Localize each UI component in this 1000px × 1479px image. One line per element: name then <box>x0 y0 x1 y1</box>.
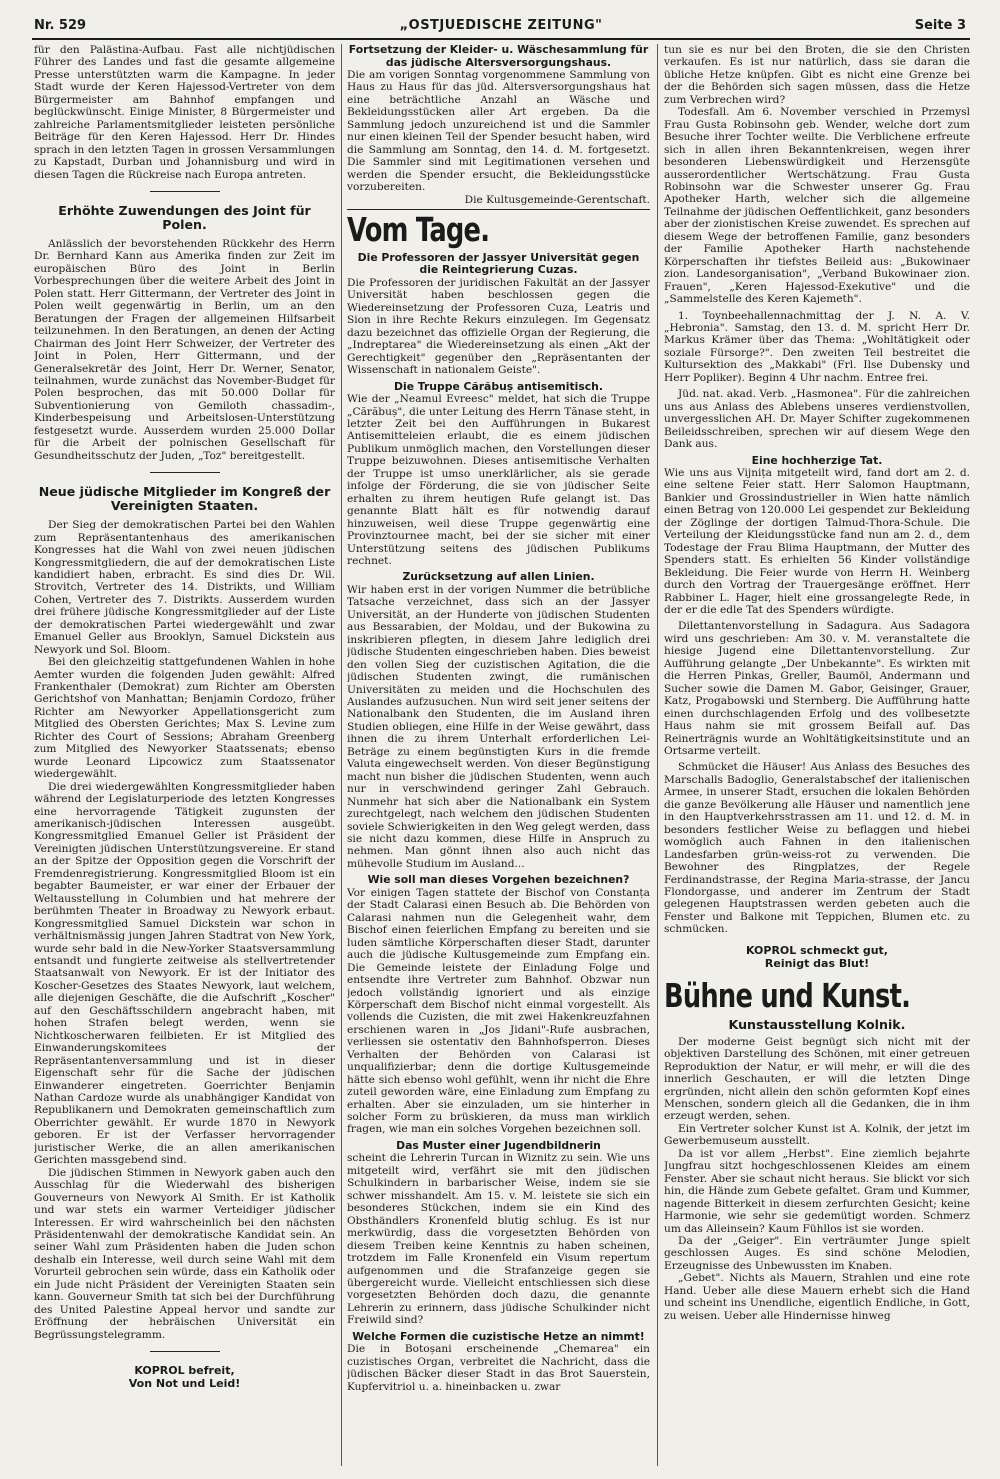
newspaper-title: „OSTJUEDISCHE ZEITUNG" <box>399 18 603 33</box>
article-title-kolnik: Kunstausstellung Kolnik. <box>728 1016 906 1032</box>
separator <box>150 191 220 192</box>
page-number: Seite 3 <box>914 18 966 33</box>
notice-todesfall: Todesfall. Am 6. November verschied in Przemysl Frau Gusta Robinsohn geb. Wender, welche dort zum Besuche ihrer Tochter weilte. Die Verblichene erfreute sich in allen ihren Bekanntenkreisen, wegen ihrer besonderen Liebenswürdigkeit und Herzensgüte ausserordentlicher Wertschätzung. Frau Gusta Robinsohn war die Schwester unserer Gg. Frau Apotheker Harth, welcher sich die allgemeine Teilnahme der jüdischen Oeffentlichkeit, ganz besonders aber der zionistischen Kreise zuwendet. Es sprechen auf diesem Wege der betroffenen Familie, ganz besonders der Familie Apotheker Harth nachstehende Körperschaften ihr tiefstes Beileid aus: „Bukowinaer zion. Landesorganisation", „Verband Bukowinaer zion. Frauen", „Keren Hajessod-Exekutive" und die „Sammelstelle des Keren Kajemeth". <box>664 106 970 306</box>
ad-line: Reinigt das Blut! <box>764 956 870 970</box>
article-paragraph: „Gebet". Nichts als Mauern, Strahlen und eine rote Hand. Ueber alle diese Mauern erhebt sich die Hand und scheint ins Unendliche, eigentlich Endliche, in Gott, zu weisen. Ueber alle Hindernisse hinweg <box>664 1272 970 1322</box>
article-paragraph: Die drei wiedergewählten Kongressmitglieder haben während der Legislaturperiode des letzten Kongresses eine hervorragende Tätigkeit zugunsten der amerikanisch-jüdischen Interessen ausgeübt. Kongressmitglied Emanuel Geller ist Präsident der Vereinigten jüdischen Unterstützungsvereine. Er stand an der Spitze der Opposition gegen die Vorschrift der Fremdenregistrierung. Kongressmitglied Bloom ist ein begabter Baumeister, er war einer der Erbauer der Weltausstellung in Columbien und hat mehrere der berühmten Theater in Broadway zu Newyork erbaut. Kongressmitglied Samuel Dickstein war schon in verhältnismässig jungen Jahren Stadtrat von New York, wurde sehr bald in die New-Yorker Staatsversammlung entsandt und fungierte zeitweise als stellvertretender Staatsanwalt von Newyork. Er ist der Initiator des Koscher-Gesetzes des Staates Newyork, laut welchem, alle diejenigen Geschäfte, die die Aufschrift „Koscher" auf den Geschäftsschildern angebracht haben, mit hohen Strafen belegt werden, wenn sie Nichtkoscherwaren feilbieten. Er ist Mitglied des Einwanderungskomitees der Repräsentantenversammlung und ist in dieser Eigenschaft sehr für die Sache der jüdischen Einwanderer eingetreten. Goerrichter Benjamin Nathan Cardoze wurde als unabhängiger Kandidat von Republikanern und Demokraten gemeinschaftlich zum Oberrichter gewählt. Er wurde 1870 in Newyork geboren. Er ist der Verfasser hervorragender juristischer Werke, die an allen amerikanischen Gerichten massgebend sind. <box>34 780 335 1167</box>
article-body-hetze: Die in Botoșani erscheinende „Chemarea" ein cuzistisches Organ, verbreitet die Nachricht, dass die jüdischen Bäcker dieser Stadt in das Brot Sauerstein, Kupfervitriol u. a. hineinbacken u. zwar <box>347 1343 650 1393</box>
ad-line: Von Not und Leid! <box>128 1377 241 1391</box>
article-continuation: tun sie es nur bei den Broten, die sie den Christen verkaufen. Es ist nur natürlich, dass sie daran die übliche Hetze knüpfen. Gibt es nicht eine Grenze bei der die Behörden sich sagen müssen, dass die Hetze zum Verbrechen wird? <box>664 44 970 106</box>
section-heading-vom-tage: Vom Tage. <box>347 209 490 249</box>
notice-haeuser: Schmücket die Häuser! Aus Anlass des Besuches des Marschalls Badoglio, Generalstabschef der italienischen Armee, in unserer Stadt, ersuchen die lokalen Behörden die ganze Bevölkerung alle Häuser und namentlich jene in den Hauptverkehrsstrassen am 11. und 12. d. M. in besonders festlicher Weise zu beflaggen und hiebei womöglich auch Fahnen in den italienischen Landesfarben grün-weiss-rot zu verwenden. Die Bewohner des Ringplatzes, der Regele Ferdinandstrasse, der Regina Maria-strasse, der Jancu Flondorgasse, und anderer im Zentrum der Stadt gelegenen Hauptstrassen werden gebeten auch die Fenster und Balkone mit Teppichen, Blumen etc. zu schmücken. <box>664 761 970 936</box>
column-1 <box>34 44 335 1469</box>
koprol-ad <box>664 944 970 970</box>
article-paragraph: Der moderne Geist begnügt sich nicht mit der objektiven Darstellung des Schönen, mit einer getreuen Reproduktion der Natur, er will mehr, er will die des innerlich Geschauten, er will die letzten Dinge ergründen, nicht allein den schön geformten Kopf eines Menschen, sondern gleich all die Gedanken, die in ihm erzeugt werden, sehen. <box>664 1035 970 1123</box>
column-3 <box>664 44 970 1469</box>
article-body-tat: Wie uns aus Vijnița mitgeteilt wird, fand dort am 2. d. eine seltene Feier statt. Herr Salomon Hauptmann, Bankier und Grossindustrieller in Wien hatte nämlich einen Betrag von 120.000 Lei gespendet zur Bekleidung der Zöglinge der dortigen Talmud-Thora-Schule. Die Verteilung der Kleidungsstücke fand nun am 2. d., dem Todestage der Frau Blima Hauptmann, der Mutter des Spenders statt. Es erhielten 56 Kinder vollständige Bekleidung. Die Feier wurde von Herrn H. Weinberg durch den Vortrag der Trauergesänge eröffnet. Herr Rabbiner L. Hager, hielt eine grossangelegte Rede, in der er die edle Tat des Spenders würdigte. <box>664 467 970 616</box>
notice-hasmonea: Jüd. nat. akad. Verb. „Hasmonea". Für die zahlreichen uns aus Anlass des Ablebens unseres verdienstvollen, unvergesslichen AH. Dr. Mayer Schifter zugekommenen Beileidsschreiben, sprechen wir auf diesem Wege den Dank aus. <box>664 388 970 451</box>
article-paragraph: Die jüdischen Stimmen in Newyork gaben auch den Ausschlag für die Wiederwahl des bisherigen Gouverneurs von Newyork Al Smith. Er ist Katholik und war stets ein warmer Verteidiger jüdischer Interessen. Er wird wahrscheinlich bei den nächsten Präsidentenwahl der demokratische Kandidat sein. An seiner Wahl zum Präsidenten haben die Juden schon deshalb ein Interesse, weil durch seine Wahl mit dem Vorurteil gebrochen sein würde, dass ein Katholik oder ein Jude nicht Präsident der Vereinigten Staaten sein kann. Gouverneur Smith tat sich bei der Durchführung des United Palestine Appeal hervor und sandte zur Eröffnung der hebräischen Universität ein Begrüssungstelegramm. <box>34 1166 335 1341</box>
column-divider <box>341 44 342 1466</box>
article-body-jassy: Die Professoren der juridischen Fakultät an der Jassyer Universität haben beschlossen gegen die Wiedereinsetzung der Professoren Cuza, Leatris und Sion in ihre Rechte Rekurs einzulegen. Im Gegensatz dazu bezeichnet das offizielle Organ der Regierung, die „Indreptarea" die Wiedereinsetzung als einen „Akt der Gerechtigkeit" gegenüber den „Repräsentanten der Wissenschaft in nationalem Geiste". <box>347 276 650 377</box>
column-divider <box>657 44 658 1466</box>
article-title-hetze: Welche Formen die cuzistische Hetze an nimmt! <box>352 1329 645 1343</box>
article-continuation: für den Palästina-Aufbau. Fast alle nichtjüdischen Führer des Landes und fast die gesamte allgemeine Presse unterstützten warm die Kampagne. In jeder Stadt wurde der Keren Hajessod-Vertreter von dem Bürgermeister am Bahnhof empfangen und beglückwünscht. Einige Minister, 8 Bürgermeister und zahlreiche Parlamentsmitglieder leisteten persönliche Beiträge für den Keren Hajessod. Herr Dr. Hindes sprach in den letzten Tagen in grossen Versammlungen zu Kapstadt, Durban und Johannisburg und wird in diesen Tagen die Rückreise nach Europa antreten. <box>34 44 335 181</box>
article-title-kongress: Neue jüdische Mitglieder im Kongreß der Vereinigten Staaten. <box>38 484 331 514</box>
article-title-joint: Erhöhte Zuwendungen des Joint für Polen. <box>58 202 311 232</box>
article-body-carabus: Wie der „Neamul Evreesc" meldet, hat sich die Truppe „Cărăbuș", die unter Leitung des Herrn Tănase steht, in letzter Zeit bei den Aufführungen in Bukarest Antisemitteleien erlaubt, die es einem jüdischen Publikum unmöglich machen, den Vorstellungen dieser Truppe beizuwohnen. Dieses antisemitische Verhalten der Truppe ist umso unerklärlicher, als sie gerade infolge der Förderung, die sie von jüdischer Seite erhalten zu ihrem heutigen Rufe gelangt ist. Das genannte Blatt hält es für notwendig darauf hinzuweisen, weil diese Truppe gegenwärtig eine Provinztournee macht, bei der sie sicher mit einer Unterstützung seitens des jüdischen Publikums rechnet. <box>347 393 650 567</box>
article-title-bezeichnen: Wie soll man dieses Vorgehen bezeichnen? <box>367 873 630 887</box>
issue-number: Nr. 529 <box>34 18 87 33</box>
article-paragraph: Da der „Geiger". Ein verträumter Junge spielt geschlossen Auges. Es sind schöne Melodien, Erzeugnisse des Unbewussten im Knaben. <box>664 1235 970 1272</box>
ad-line: KOPROL befreit, <box>134 1364 235 1378</box>
article-body-muster: scheint die Lehrerin Turcan in Wiznitz zu sein. Wie uns mitgeteilt wird, verfährt sie mit den jüdischen Schulkindern in barbarischer Weise, indem sie sie schwer misshandelt. Am 15. v. M. leistete sie sich ein besonderes Stückchen, indem sie ein Kind des Obsthändlers Kronenfeld blutig schlug. Es ist nur merkwürdig, dass die vorgesetzten Behörden von diesem Treiben keine Kenntnis zu haben scheinen, trotzdem im Falle Kronenfeld ein Visum repertum aufgenommen und die Strafanzeige gegen sie übergereicht wurde. Vielleicht entschliessen sich diese vorgesetzten Behörden doch dazu, die genannte Lehrerin zu erinnern, dass jüdische Schulkinder nicht Freiwild sind? <box>347 1152 650 1327</box>
article-paragraph: Ein Vertreter solcher Kunst ist A. Kolnik, der jetzt im Gewerbemuseum ausstellt. <box>664 1122 970 1148</box>
article-body-kleider: Die am vorigen Sonntag vorgenommene Sammlung von Haus zu Haus für das jüd. Altersversorgungshaus hat eine beträchtliche Anzahl an Wäsche und Bekleidungsstücken aller Art ergeben. Da die Sammlung jedoch unzureichend ist und die Sammler nur einen kleinen Teil der Spender besucht haben, wird die Sammlung am Sonntag, den 14. d. M. fortgesetzt. Die Sammler sind mit Legitimationen versehen und werden die Spender ersucht, die Bekleidungsstücke vorzubereiten. <box>347 69 650 194</box>
article-title-jassy: Die Professoren der Jassyer Universität gegen die Reintegrierung Cuzas. <box>357 250 640 277</box>
section-heading-buehne: Bühne und Kunst. <box>664 975 911 1015</box>
column-2 <box>347 44 650 1469</box>
article-paragraph: Da ist vor allem „Herbst". Eine ziemlich bejahrte Jungfrau sitzt hochgeschlossenen Kleides am einem Fenster. Aber sie schaut nicht heraus. Sie blickt vor sich hin, die Hände zum Gebete gefaltet. Gram und Kummer, nagende Bitterkeit in diesem zerfurchten Gesicht; keine Harmonie, wie sehr sie gedemütigt worden. Schmerz um das Alleinsein? Kaum Fühllos ist sie worden. <box>664 1147 970 1235</box>
article-body-zurueck: Wir haben erst in der vorigen Nummer die betrübliche Tatsache verzeichnet, dass sich an der Jassyer Universität, an der Hunderte von jüdischen Studenten aus Bessarabien, der Moldau, und der Bukowina zu inskribieren pflegten, in diesem Jahre lediglich drei jüdische Studenten eingeschrieben haben. Dies beweist den vollen Sieg der cuzistischen Agitation, die die jüdischen Studenten zwingt, die rumänischen Universitäten zu meiden und die Hochschulen des Auslandes aufzusuchen. Nun wird seit jener seitens der Nationalbank den Studenten, die im Ausland ihren Studien obliegen, eine Hilfe in der Weise gewährt, dass ihnen die zu ihrem Unterhalt erforderlichen Lei-Beträge zu einem begünstigten Kurs in die fremde Valuta eingewechselt werden. Von dieser Begünstigung macht nun bisher die jüdischen Studenten, wenn auch nur in verschwindend geringer Zahl Gebrauch. Nunmehr hat sich aber die Nationalbank ein System zurechtgelegt, nach welchem den jüdischen Studenten soviele Schwierigkeiten in den Weg gelegt werden, dass sie nicht dazu kommen, diese Hilfe in Anspruch zu nehmen. Man gönnt ihnen also auch nicht das mühevolle Studium im Ausland... <box>347 583 650 870</box>
separator <box>150 1351 220 1352</box>
article-paragraph: Bei den gleichzeitig stattgefundenen Wahlen in hohe Aemter wurden die folgenden Juden gewählt: Alfred Frankenthaler (Demokrat) zum Richter am Obersten Gerichtshof von Manhattan; Benjamin Cordozo, früher Richter am Newyorker Appellationsgericht zum Mitglied des Obersten Gerichtes; Max S. Levine zum Richter des Court of Sessions; Abraham Greenberg zum Mitglied des Newyorker Staatssenats; ebenso wurde Leonard Lipcowicz zum Staatssenator wiedergewählt. <box>34 656 335 781</box>
article-body-bezeichnen: Vor einigen Tagen stattete der Bischof von Constanța der Stadt Calarasi einen Besuch ab. Die Behörden von Calarasi nahmen nun die Gelegenheit wahr, dem Bischof einen feierlichen Empfang zu bereiten und sie luden sämtliche Körperschaften dieser Stadt, darunter auch die jüdische Kultusgemeinde zum Empfang ein. Die Gemeinde leistete der Einladung Folge und entsendte ihre Vertreter zum Bahnhof. Obzwar nun jedoch vollständig ignoriert und als einzige Körperschaft dem Bischof nicht einmal vorgestellt. Als vollends die Cuzisten, die mit zwei Hakenkreuzfahnen erschienen waren in „Jos Jidani"-Rufe ausbrachen, verliessen sie ostentativ den Bahnhofsperron. Dieses Verhalten der Behörden von Calarasi ist unqualifizierbar; denn die dortige Kultusgemeinde hätte sich ebenso wohl gefühlt, wenn ihr nicht die Ehre zuteil geworden wäre, eine Einladung zum Empfang zu erhalten. Aber sie einzuladen, um sie hinterher in solcher Form zu brüskieren, da muss man wirklich fragen, wie man ein solches Vorgehen bezeichnen soll. <box>347 886 650 1136</box>
article-title-zurueck: Zurücksetzung auf allen Linien. <box>402 570 595 584</box>
ad-line: KOPROL schmeckt gut, <box>746 943 888 957</box>
article-title-muster: Das Muster einer Jugendbildnerin <box>396 1138 601 1152</box>
notice-toynbee: 1. Toynbeehallennachmittag der J. N. A. V. „Hebronia". Samstag, den 13. d. M. spricht Herr Dr. Markus Krämer über das Thema: „Wohltätigkeit oder soziale Fürsorge?". Den zweiten Teil bestreitet die Kultursektion des „Makkabi" (Frl. Ilse Dubensky und Herr Popliker). Beginn 4 Uhr nachm. Entree frei. <box>664 309 970 384</box>
koprol-ad <box>34 1364 335 1390</box>
article-body-joint: Anlässlich der bevorstehenden Rückkehr des Herrn Dr. Bernhard Kann aus Amerika finden zur Zeit im europäischen Büro des Joint in Berlin Vorbesprechungen über die weitere Arbeit des Joint in Polen statt. Herr Gittermann, der Vertreter des Joint in Polen weilt gegenwärtig in Berlin, um an den Beratungen der Fragen der allgemeinen Hilfsarbeit teilzunehmen. In den Beratungen, an denen der Acting Chairman des Joint Herr Schweizer, der Vertreter des Joint in Polen, Herr Gittermann, und der Generalsekretär des Joint, Herr Dr. Werner, Senator, teilnahmen, wurde zunächst das November-Budget für Polen besprochen, das mit 50.000 Dollar für Subventionierung von Gemiloth chassadim-, Kinderbespeisung und Arbeitslosen-Unterstützung festgesetzt wurde. Ausserdem wurden 25.000 Dollar für die Arbeit der polnischen Gesellschaft für Gesundheitsschutz der Juden, „Toz" bereitgestellt. <box>34 237 335 462</box>
article-title-carabus: Die Truppe Cărăbuș antisemitisch. <box>394 379 603 393</box>
page-header <box>32 14 970 40</box>
signature: Die Kultusgemeinde-Gerentschaft. <box>464 193 650 206</box>
separator <box>150 472 220 473</box>
article-paragraph: Der Sieg der demokratischen Partei bei den Wahlen zum Repräsentantenhaus des amerikanischen Kongresses hat die Wahl von zwei neuen jüdischen Kongressmitgliedern, die auf der demokratischen Liste kandidiert haben, erbracht. Es sind dies Dr. Wil. Strovitch, Vertreter des 14. Distrikts, und William Cohen, Vertreter des 7. Distrikts. Ausserdem wurden drei frühere jüdische Kongressmitglieder auf der Liste der demokratischen Partei wiedergewählt und zwar Emanuel Geller aus Brooklyn, Samuel Dickstein aus Newyork und Sol. Bloom. <box>34 519 335 656</box>
article-title-kleider: Fortsetzung der Kleider- u. Wäschesammlung für das jüdische Altersversorgungshaus. <box>348 44 649 69</box>
article-title-tat: Eine hochherzige Tat. <box>751 453 883 467</box>
notice-dilettanten: Dilettantenvorstellung in Sadagura. Aus Sadagora wird uns geschrieben: Am 30. v. M. veranstaltete die hiesige Jugend eine Dilettantenvorstellung. Zur Aufführung gelangte „Der Unbekannte". Es wirkten mit die Herren Pinkas, Greller, Baumöl, Andermann und Sucher sowie die Damen M. Gabor, Geisinger, Grauer, Katz, Progabowski und Sternberg. Die Aufführung hatte einen durchschlagenden Erfolg und des vollbesetzte Haus nahm sie mit grossem Beifall auf. Das Reinerträgnis wurde an Wohltätigkeitsinstitute und an Ortsarme verteilt. <box>664 620 970 757</box>
